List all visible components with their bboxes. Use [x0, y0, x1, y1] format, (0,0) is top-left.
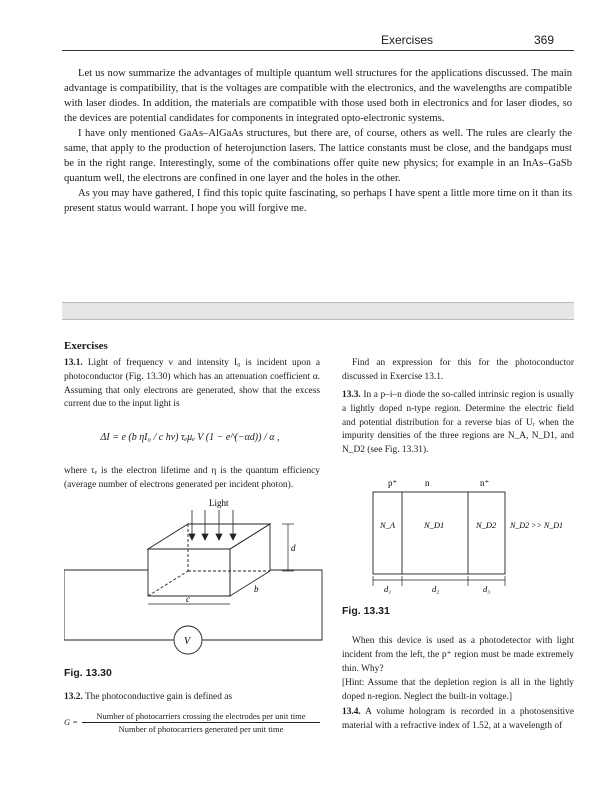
- width-label-d1: d₁: [384, 584, 392, 594]
- paragraph: As you may have gathered, I find this topic quite fascinating, so perhaps I have spent a little more time on it than its present status would warrant. I hope you will forgive me.: [64, 188, 572, 215]
- equation-delta-i: [70, 432, 310, 443]
- figure-13-30: [64, 494, 324, 664]
- region-label-n: n: [425, 478, 430, 488]
- exercise-number: 13.3.: [342, 390, 361, 400]
- figure-13-31-caption: Fig. 13.31: [342, 605, 390, 617]
- gain-numerator: Number of photocarriers crossing the electrodes per unit time: [96, 711, 306, 721]
- figure-13-30-caption: Fig. 13.30: [64, 667, 112, 679]
- voltmeter-label: V: [184, 636, 191, 647]
- equation-text: ΔI = e (b ηI₀ / c hν) τₑμₑ V (1 − e^(−αd)) / α ,: [100, 432, 280, 443]
- c-label: c: [186, 594, 190, 604]
- gain-lhs: G =: [64, 717, 78, 727]
- exercise-text: [Hint: Assume that the depletion region is all in the lightly doped n-region. Neglect the built-in voltage.]: [342, 678, 574, 702]
- diode-regions: [373, 492, 505, 574]
- body-text: [64, 66, 572, 216]
- exercise-13-2-continued: [342, 357, 574, 385]
- region-label-p-plus: p⁺: [388, 478, 398, 488]
- paragraph: Let us now summarize the advantages of multiple quantum well structures for the applications discussed. The main advantage is compatibility, that is the voltages are compatible with the electronics, and the wavelengths are compatible with laser diodes. In addition, the materials are compatible with those used both in electronics and for laser diodes, so the devices are potential candidates for components in integrated opto-electronic systems.: [64, 68, 572, 125]
- section-divider-bar: [62, 302, 574, 320]
- exercise-13-3: [342, 389, 574, 458]
- exercise-13-2: [64, 691, 320, 705]
- paragraph: I have only mentioned GaAs–AlGaAs structures, but there are, of course, others as well. The rules are clearly the same, that apply to the production of heterojunction lasers. The lattice constants must be close, and the bandgaps must be in the right range. Interestingly, some of the combinations offer quite new physics; for example in an InAs–GaSb quantum well, the electrons are confined in one layer and the holes in the other.: [64, 128, 572, 185]
- density-relation: N_D2 >> N_D1: [510, 521, 564, 530]
- region-label-n-plus: n⁺: [480, 478, 490, 488]
- exercise-13-3-hint: [342, 677, 574, 705]
- light-label: Light: [209, 498, 229, 508]
- density-label-na: N_A: [380, 520, 396, 530]
- photoconductor-slab: [148, 524, 270, 596]
- width-label-d3: d₃: [483, 584, 491, 594]
- exercise-text: Find an expression for this for the photoconductor discussed in Exercise 13.1.: [342, 358, 574, 382]
- width-label-d2: d₂: [432, 584, 440, 594]
- exercise-13-1: [64, 357, 320, 412]
- density-label-nd2: N_D2: [476, 520, 497, 530]
- exercise-13-1-where: [64, 465, 320, 493]
- b-label: b: [254, 584, 259, 594]
- header-rule: [62, 50, 574, 51]
- running-header-title: Exercises: [381, 33, 434, 47]
- exercise-number: 13.4.: [342, 707, 361, 717]
- exercise-text: In a p–i–n diode the so-called intrinsic region is usually a lightly doped n-type region. Determine the electric field and potential distribution for a reverse bias of Uᵣ when the impurity densities of the three regions are N_A, N_D1, and N_D2 (see Fig. 13.31).: [342, 390, 574, 456]
- figure-13-31: [340, 472, 574, 604]
- page-number: 369: [534, 33, 555, 47]
- exercise-text: The photoconductive gain is defined as: [84, 692, 233, 702]
- section-title: Exercises: [64, 340, 108, 352]
- density-label-nd1: N_D1: [424, 520, 445, 530]
- exercise-number: 13.2.: [64, 692, 83, 702]
- light-arrows: [189, 510, 236, 540]
- exercise-text: A volume hologram is recorded in a photosensitive material with a refractive index of 1.52, at a wavelength of: [342, 707, 575, 731]
- exercise-text: where τₑ is the electron lifetime and η is the quantum efficiency (average number of electrons generated per incident photon).: [64, 466, 320, 490]
- d-label: d: [291, 543, 296, 553]
- gain-denominator: Number of photocarriers generated per unit time: [118, 723, 284, 734]
- exercise-number: 13.1.: [64, 358, 83, 368]
- exercise-text: Light of frequency ν and intensity I₀ is incident upon a photoconductor (Fig. 13.30) which has an attenuation coefficient α. Assuming that only electrons are generated, show that the excess current due to the input light is: [64, 358, 320, 410]
- exercise-text: When this device is used as a photodetector with light incident from the left, the p⁺ region must be made extremely thin. Why?: [342, 636, 574, 674]
- exercise-13-4: [342, 706, 574, 734]
- exercise-13-3-continued: [342, 635, 574, 676]
